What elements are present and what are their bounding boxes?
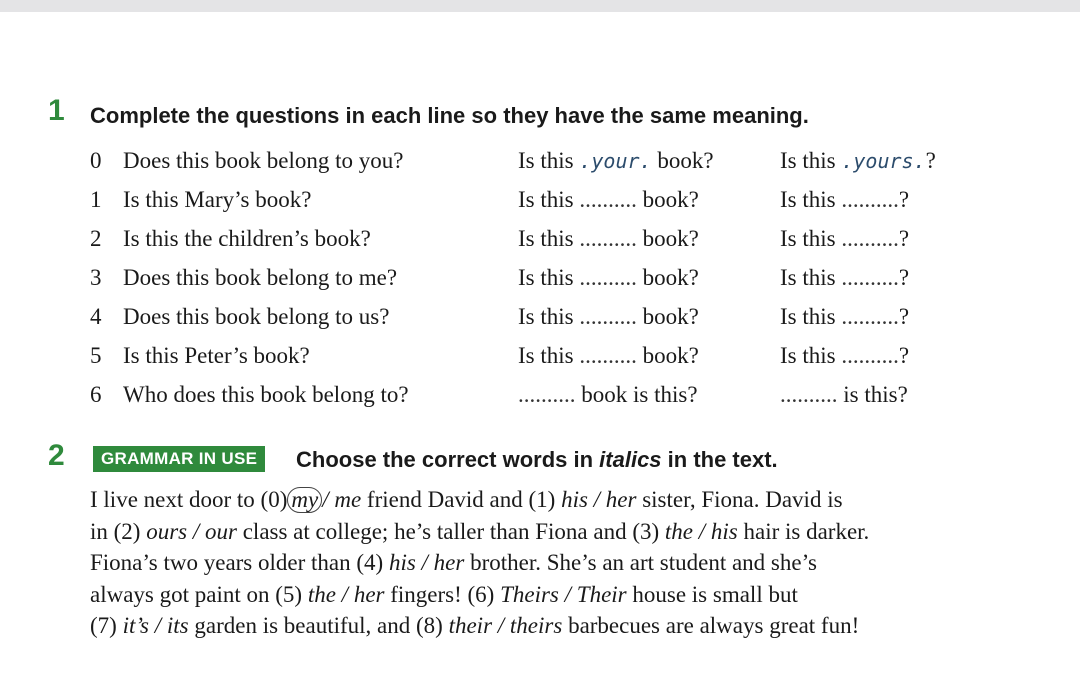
blank-field[interactable]: .......... [841, 343, 899, 368]
rewrite-prefix: Is this [780, 226, 836, 251]
rewrite-column-2 [780, 265, 909, 291]
rewrite-prefix: Is this [518, 148, 574, 173]
blank-field[interactable]: .......... [579, 304, 637, 329]
rewrite-suffix: book? [642, 226, 699, 251]
rewrite-suffix: book? [642, 304, 699, 329]
blank-field[interactable]: .......... [841, 187, 899, 212]
text-segment: barbecues are always great fun! [562, 613, 860, 638]
rewrite-suffix: book? [657, 148, 714, 173]
text-segment: Fiona’s two years older than (4) [90, 550, 389, 575]
text-segment: fingers! (6) [384, 581, 501, 607]
text-segment: class at college; he’s taller than Fiona and (3) [236, 518, 665, 544]
question-number: 2 [90, 226, 102, 251]
rewrite-suffix: book? [642, 187, 699, 212]
question-number: 5 [90, 343, 102, 368]
blank-field[interactable]: .......... [780, 382, 838, 407]
option-text: their / theirs [448, 613, 563, 638]
blank-field[interactable]: .......... [579, 343, 637, 368]
exercise-1-number: 1 [48, 94, 65, 127]
rewrite-column-1 [518, 265, 699, 291]
question-row [0, 148, 1080, 184]
question-text: Does this book belong to us? [123, 304, 390, 329]
rewrite-suffix: ? [898, 226, 910, 251]
rewrite-suffix: ? [898, 187, 910, 212]
rewrite-column-2 [780, 187, 909, 213]
rewrite-column-2 [780, 148, 936, 174]
rewrite-suffix: ? [898, 304, 910, 329]
rewrite-column-2 [780, 226, 909, 252]
question-text: Is this Mary’s book? [123, 187, 312, 212]
question-row [0, 265, 1080, 301]
rewrite-prefix: Is this [780, 304, 836, 329]
question-number: 6 [90, 382, 102, 407]
text-segment: hair is darker. [737, 518, 870, 544]
question-number: 4 [90, 304, 102, 329]
text-segment: garden is beautiful, and (8) [188, 613, 449, 638]
option-text: Theirs / Their [500, 581, 627, 607]
blank-field[interactable]: .......... [579, 187, 637, 212]
rewrite-prefix: Is this [518, 304, 574, 329]
question-text: Is this the children’s book? [123, 226, 371, 251]
exercise-2-text [90, 484, 1055, 642]
exercise-2-number: 2 [48, 439, 65, 472]
rewrite-prefix: Is this [780, 148, 836, 173]
question-number: 3 [90, 265, 102, 290]
rewrite-column-1 [518, 187, 699, 213]
question-row [0, 226, 1080, 262]
rewrite-suffix: is this? [843, 382, 908, 407]
rewrite-column-2 [780, 304, 909, 330]
rewrite-prefix: Is this [780, 265, 836, 290]
blank-field[interactable]: .......... [579, 226, 637, 251]
rewrite-prefix: Is this [518, 343, 574, 368]
handwritten-answer: .yours. [841, 149, 926, 173]
instruction-italic-word: italics [599, 447, 662, 472]
rewrite-prefix: Is this [780, 187, 836, 212]
rewrite-suffix: book? [642, 343, 699, 368]
question-text: Does this book belong to you? [123, 148, 404, 173]
text-segment: sister, Fiona. David is [636, 487, 843, 512]
text-segment: always got paint on (5) [90, 581, 308, 607]
exercise-1-instruction: Complete the questions in each line so they have the same meaning. [90, 103, 809, 128]
blank-field[interactable]: .......... [841, 265, 899, 290]
rewrite-column-2 [780, 382, 908, 408]
question-text: Is this Peter’s book? [123, 343, 310, 368]
blank-field[interactable]: .......... [841, 226, 899, 251]
question-row [0, 187, 1080, 223]
text-segment: I live next door to (0) [90, 487, 288, 512]
rewrite-prefix: Is this [518, 226, 574, 251]
rewrite-column-1 [518, 226, 699, 252]
question-text: Does this book belong to me? [123, 265, 398, 290]
option-text: the / her [307, 581, 385, 607]
option-text: his / her [388, 550, 465, 575]
rewrite-column-1 [518, 304, 699, 330]
rewrite-suffix: ? [898, 343, 910, 368]
rewrite-column-1 [518, 343, 699, 369]
question-row [0, 382, 1080, 418]
exercise-2-instruction [296, 447, 778, 473]
rewrite-column-1 [518, 382, 698, 408]
rewrite-prefix: Is this [518, 187, 574, 212]
question-row [0, 304, 1080, 340]
option-text: / me [322, 487, 362, 512]
rewrite-suffix: book is this? [581, 382, 698, 407]
circled-answer: my [287, 487, 322, 513]
text-line-3 [90, 547, 1055, 579]
blank-field[interactable]: .......... [518, 382, 576, 407]
grammar-in-use-badge: GRAMMAR IN USE [93, 446, 265, 472]
text-line-5 [90, 610, 1055, 642]
window-top-bar [0, 0, 1080, 12]
rewrite-prefix: Is this [518, 265, 574, 290]
rewrite-prefix: Is this [780, 343, 836, 368]
blank-field[interactable]: .......... [841, 304, 899, 329]
text-segment: in (2) [90, 518, 147, 544]
blank-field[interactable]: .......... [579, 265, 637, 290]
text-line-2 [90, 516, 1055, 548]
text-segment: (7) [90, 613, 123, 638]
handwritten-answer: .your. [579, 149, 652, 173]
rewrite-suffix: ? [898, 265, 910, 290]
question-number: 1 [90, 187, 102, 212]
rewrite-column-1 [518, 148, 714, 174]
option-text: his / her [561, 487, 637, 512]
instruction-text-end: in the text. [661, 447, 778, 472]
text-segment: friend David and (1) [361, 487, 562, 512]
question-text: Who does this book belong to? [123, 382, 409, 407]
text-segment: house is small but [626, 581, 798, 607]
text-line-1 [90, 484, 1055, 516]
question-row [0, 343, 1080, 379]
instruction-text: Choose the correct words in [296, 447, 600, 472]
option-text: ours / our [146, 518, 237, 544]
rewrite-suffix: ? [925, 148, 936, 173]
option-text: the / his [664, 518, 738, 544]
question-number: 0 [90, 148, 102, 173]
text-line-4 [90, 579, 1055, 611]
rewrite-column-2 [780, 343, 909, 369]
option-text: it’s / its [122, 613, 189, 638]
text-segment: brother. She’s an art student and she’s [464, 550, 817, 575]
rewrite-suffix: book? [642, 265, 699, 290]
